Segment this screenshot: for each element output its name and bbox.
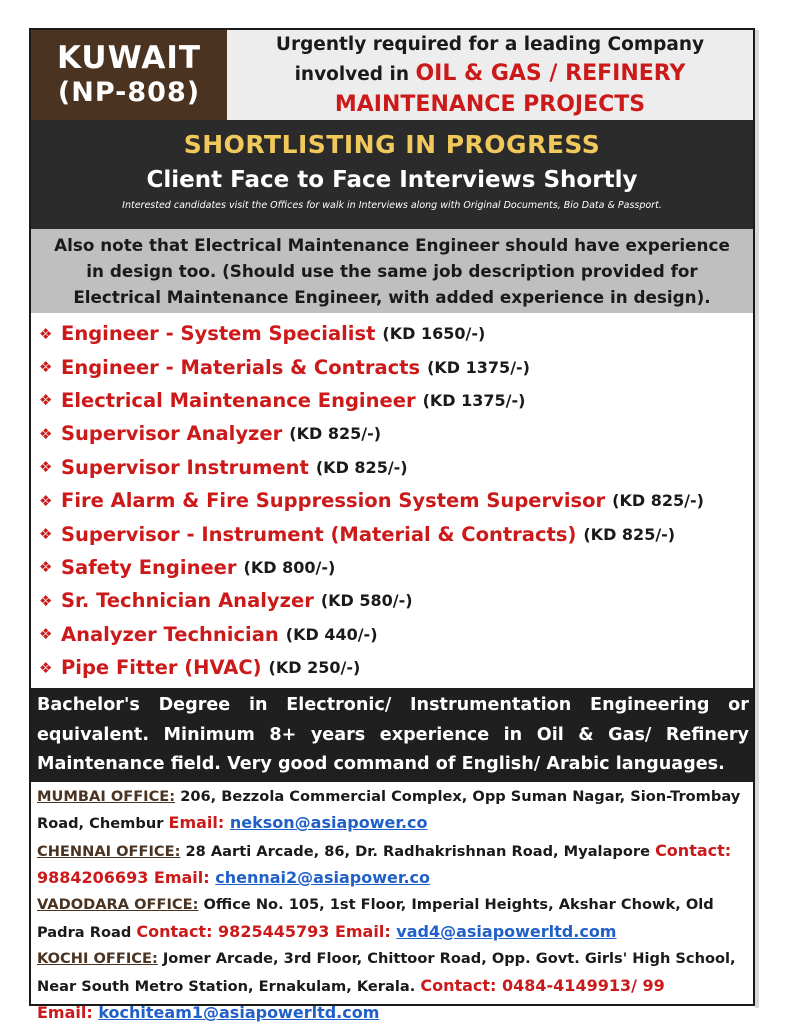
chennai-contact-label: Contact: (655, 840, 732, 860)
job-title: Fire Alarm & Fire Suppression System Supervisor (61, 489, 606, 513)
job-title: Supervisor Instrument (61, 455, 309, 479)
chennai-office-name: CHENNAI OFFICE: (37, 842, 181, 860)
diamond-bullet-icon: ❖ (39, 525, 53, 544)
diamond-bullet-icon: ❖ (39, 458, 53, 477)
job-list (31, 313, 753, 684)
job-item (39, 417, 753, 450)
job-title: Engineer - Materials & Contracts (61, 355, 421, 379)
job-salary: (KD 800/-) (243, 557, 336, 577)
vadodara-address-1: Office No. 105, 1st Floor, Imperial Heights, Akshar Chowk, Old (198, 896, 714, 914)
req-word: equivalent. (37, 724, 150, 745)
req-word: Degree (158, 695, 231, 716)
diamond-bullet-icon: ❖ (39, 391, 53, 410)
kochi-office-line-2 (37, 973, 747, 1000)
headline-prefix: involved in (294, 63, 416, 85)
job-title: Electrical Maintenance Engineer (61, 388, 416, 412)
job-salary: (KD 1375/-) (422, 390, 526, 410)
vadodara-email-link[interactable]: vad4@asiapowerltd.com (396, 921, 617, 941)
note-line-3: Electrical Maintenance Engineer, with added experience in design). (73, 287, 711, 307)
vadodara-email-label: Email: (329, 921, 397, 941)
diamond-bullet-icon: ❖ (39, 491, 53, 510)
kochi-address-2: Near South Metro Station, Ernakulam, Kerala. (37, 977, 421, 995)
req-word: Refinery (665, 724, 749, 745)
job-title: Engineer - System Specialist (61, 322, 376, 346)
job-salary: (KD 250/-) (268, 658, 361, 678)
job-title: Pipe Fitter (HVAC) (61, 656, 262, 680)
job-item (39, 451, 753, 484)
diamond-bullet-icon: ❖ (39, 558, 53, 577)
vadodara-office-line-2 (37, 919, 747, 946)
chennai-email-link[interactable]: chennai2@asiapower.co (215, 868, 430, 888)
req-word: in (503, 724, 523, 745)
job-item (39, 484, 753, 517)
job-salary: (KD 1375/-) (427, 357, 530, 377)
headline-line-3: MAINTENANCE PROJECTS (334, 91, 646, 117)
job-title: Supervisor Analyzer (61, 422, 283, 446)
headline-line-2 (295, 59, 686, 90)
kochi-email-label: Email: (37, 1003, 99, 1023)
req-word: 8+ (269, 724, 297, 745)
req-word: Electronic/ (286, 695, 392, 716)
job-salary: (KD 825/-) (612, 491, 704, 511)
note-line-2: in design too. (Should use the same job description provided for (86, 261, 698, 281)
diamond-bullet-icon: ❖ (39, 591, 53, 610)
industry-highlight: OIL & GAS / REFINERY (415, 60, 686, 86)
headline-line-1: Urgently required for a leading Company (275, 33, 705, 55)
chennai-email-label: Email: (148, 868, 216, 888)
requirements-line-3: Maintenance field. Very good command of English/ Arabic languages. (37, 754, 725, 775)
kochi-office-name: KOCHI OFFICE: (37, 950, 158, 968)
diamond-bullet-icon: ❖ (39, 324, 53, 343)
job-salary: (KD 825/-) (289, 424, 382, 444)
req-word: Oil (536, 724, 564, 745)
office-directory (31, 782, 753, 1027)
mumbai-address-2: Road, Chembur (37, 815, 169, 833)
job-item (39, 317, 753, 350)
country-name: KUWAIT (56, 40, 202, 76)
job-item (39, 584, 753, 617)
chennai-office-line-2 (37, 865, 747, 892)
country-block (31, 30, 227, 120)
header (31, 30, 753, 120)
kochi-email-link[interactable]: kochiteam1@asiapowerltd.com (98, 1003, 380, 1023)
reference-code: (NP-808) (57, 77, 201, 108)
job-title: Sr. Technician Analyzer (61, 589, 314, 613)
chennai-phone: 9884206693 (37, 868, 149, 888)
vadodara-office-line-1 (37, 892, 747, 918)
diamond-bullet-icon: ❖ (39, 625, 53, 644)
chennai-office-line-1 (37, 838, 747, 865)
chennai-address-1: 28 Aarti Arcade, 86, Dr. Radhakrishnan Road, Myalapore (180, 842, 656, 860)
job-item (39, 517, 753, 550)
job-item (39, 384, 753, 417)
requirements-block (31, 688, 753, 782)
interview-notice: Client Face to Face Interviews Shortly (146, 167, 638, 193)
mumbai-email-link[interactable]: nekson@asiapower.co (229, 813, 428, 833)
mumbai-email-label: Email: (168, 813, 230, 833)
req-word: in (248, 695, 268, 716)
req-word: experience (379, 724, 490, 745)
job-item (39, 651, 753, 684)
job-salary: (KD 825/-) (315, 457, 408, 477)
job-salary: (KD 580/-) (320, 591, 413, 611)
mumbai-office-name: MUMBAI OFFICE: (37, 787, 176, 805)
mumbai-address-1: 206, Bezzola Commercial Complex, Opp Suman Nagar, Sion-Trombay (175, 787, 741, 805)
req-word: Minimum (163, 724, 255, 745)
requirements-line-1 (37, 691, 749, 721)
job-title: Analyzer Technician (61, 622, 279, 646)
status-band (31, 120, 753, 229)
note-line-1: Also note that Electrical Maintenance Engineer should have experience (54, 235, 730, 255)
req-word: Gas/ (608, 724, 652, 745)
requirements-line-2 (37, 721, 749, 751)
job-salary: (KD 1650/-) (382, 324, 486, 344)
kochi-contact: Contact: 0484-4149913/ 99 (420, 975, 665, 995)
req-word: Instrumentation (410, 695, 572, 716)
mumbai-office-line-2 (37, 810, 747, 837)
shortlisting-status: SHORTLISTING IN PROGRESS (183, 130, 601, 159)
job-item (39, 551, 753, 584)
job-title: Supervisor - Instrument (Material & Contracts) (61, 522, 577, 546)
kochi-address-1: Jomer Arcade, 3rd Floor, Chittoor Road, Opp. Govt. Girls' High School, (157, 950, 736, 968)
vadodara-contact: Contact: 9825445793 (136, 921, 330, 941)
job-title: Safety Engineer (61, 555, 237, 579)
req-word: or (728, 695, 749, 716)
vadodara-address-2: Padra Road (37, 923, 137, 941)
req-word: Bachelor's (37, 695, 140, 716)
job-item (39, 618, 753, 651)
vadodara-office-name: VADODARA OFFICE: (37, 896, 199, 914)
kochi-office-line-3 (37, 1000, 747, 1027)
diamond-bullet-icon: ❖ (39, 658, 53, 677)
page-edge-shadow (755, 30, 759, 1008)
walk-in-instructions: Interested candidates visit the Offices for walk in Interviews along with Original Documents, Bio Data & Passport. (122, 200, 662, 211)
design-experience-note (31, 229, 753, 313)
req-word: years (310, 724, 366, 745)
req-word: & (578, 724, 594, 745)
headline-block (227, 30, 753, 120)
mumbai-office-line-1 (37, 784, 747, 810)
req-word: Engineering (590, 695, 710, 716)
job-item (39, 350, 753, 383)
diamond-bullet-icon: ❖ (39, 424, 53, 443)
job-salary: (KD 440/-) (285, 624, 378, 644)
diamond-bullet-icon: ❖ (39, 358, 53, 377)
job-advertisement (29, 28, 755, 1023)
job-salary: (KD 825/-) (583, 524, 676, 544)
kochi-office-line-1 (37, 946, 747, 972)
